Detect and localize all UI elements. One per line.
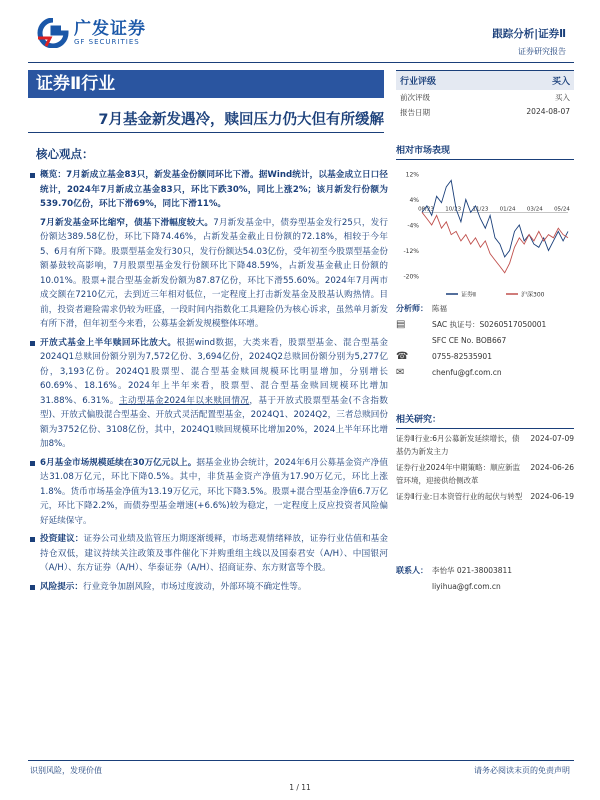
x-tick-label: 03/24 — [526, 206, 543, 213]
market-size-paragraph — [40, 456, 388, 529]
footer-disclaimer: 请务必阅读末页的免责声明 — [474, 766, 570, 775]
legend-label: 沪深300 — [521, 291, 545, 299]
redemption-paragraph — [40, 336, 388, 452]
analyst-info — [396, 300, 574, 380]
y-tick-label: 4% — [409, 197, 419, 204]
investment-advice-paragraph — [40, 532, 388, 576]
id-card-icon: ▤ — [396, 318, 406, 330]
report-type: 跟踪分析|证券Ⅱ — [492, 28, 566, 40]
report-date-value: 2024-08-07 — [526, 107, 570, 116]
y-tick-label: -20% — [403, 273, 419, 281]
overview-paragraph — [40, 168, 388, 212]
page-title: 7月基金新发遇冷，赎回压力仍大但有所缓解 — [98, 112, 384, 128]
core-views-heading: 核心观点： — [36, 147, 94, 161]
redemption-text-b: ，基于开放式股票型基金(不含指数型)、开放式偏股混合型基金、开放式灵活配置型基金，2024Q1、2024Q2，三者总赎回份额为3752亿份、3108亿份，其中，2024Q1赎回规模环比增加20%，2024上半年环比增加8%。 — [40, 395, 388, 449]
overview-text: 概览：7月新成立基金83只，新发基金份额同环比下滑。据Wind统计，以基金成立日口径统计，2024年7月新成立基金83只，环比下跌30%，同比上涨2%；该月新发行份额为539.70亿份，环比下滑69%，同比下滑11%。 — [40, 170, 388, 209]
report-date-label: 报告日期 — [400, 108, 430, 117]
redemption-lead: 开放式基金上半年赎回环比放大。 — [40, 337, 177, 348]
related-item-title[interactable]: 证券行业2024年中期策略：顺应新监管环境，迎接供给侧改革 — [396, 463, 521, 485]
report-header — [0, 0, 600, 62]
redemption-underline: 主动型基金2024年以来赎回情况 — [118, 395, 250, 406]
analyst-sfc: SFC CE No. BOB667 — [432, 335, 507, 345]
risk-text: 行业竞争加剧风险，市场过度波动，外部环境不确定性等。 — [82, 581, 307, 592]
rating-header — [396, 70, 574, 90]
rating-box — [396, 70, 574, 120]
industry-title-bar: 证券Ⅱ行业 — [28, 70, 384, 98]
contact-info — [396, 562, 574, 594]
legend-label: 证券Ⅱ — [461, 291, 476, 299]
risk-lead: 风险提示： — [40, 581, 83, 592]
rating-head-label: 行业评级 — [400, 77, 437, 87]
email-icon: ✉ — [396, 366, 405, 378]
logo-cn-text: 广发证券 — [74, 18, 146, 39]
new-fund-paragraph — [40, 216, 388, 332]
related-item-date: 2024-06-26 — [530, 463, 574, 472]
x-tick-label: 11/23 — [472, 206, 489, 213]
phone-icon: ☎ — [396, 350, 409, 362]
related-item[interactable] — [396, 461, 574, 487]
investment-advice-lead: 投资建议： — [40, 534, 84, 544]
investment-advice-text: 证券公司业绩及监管压力期逐渐缓释，市场悲观情绪释放，证券行业估值和基金持仓双低，建议持续关注政策及事件催化下并购重组主线以及国泰君安（A/H）、中国银河（A/H）、东方证券（A/H）、华泰证券（A/H）、招商证券、东方财富等个股。 — [40, 534, 388, 573]
header-divider — [28, 62, 574, 63]
prev-rating-value: 买入 — [555, 93, 570, 102]
title-divider — [28, 132, 384, 133]
risk-paragraph — [40, 580, 388, 595]
logo-en-text: GF SECURITIES — [74, 37, 140, 46]
related-research — [396, 412, 574, 503]
contact-label: 联系人： — [396, 565, 428, 575]
analyst-sac: SAC 执证号：S0260517050001 — [432, 319, 547, 329]
relative-performance-section — [396, 143, 574, 304]
analyst-phone: 0755-82535901 — [432, 351, 492, 361]
core-views-body — [40, 168, 388, 598]
x-tick-label: 05/24 — [554, 206, 570, 213]
y-tick-label: 12% — [405, 171, 419, 179]
new-fund-text: 7月新发基金中，债券型基金发行25只，发行份额达389.58亿份，环比下降74.46%，占新发基金截止日份额的72.18%，相较于今年5、6月有所下降。股票型基金发行30只，发行份额达54.03亿份，受年初至今股票型基金份额暴鼓较高影响，7月股票型基金发行份额环比下降48.59%，占新发基金截止日份额的10.01%。股票+混合型基金新发份额为87.87亿份，环比下滑55.60%。2024年7月两市成交额在7210亿元，去到近三年相对低位，一定程度上打击新发基金及股基认购热情。目前，投资者避险需求仍较为旺盛，一段时间内指数化工具避险仍为核心诉求，虽然单月新发有所下滑，但年初至今来看，公募基金新发规模整体环增。 — [40, 217, 389, 329]
chart-section-title: 相对市场表现 — [396, 143, 574, 160]
x-tick-label: 08/23 — [418, 206, 434, 213]
related-item[interactable] — [396, 432, 574, 458]
series-line-0 — [422, 180, 568, 257]
related-item-title[interactable]: 证券Ⅱ行业:6月公募新发延续增长，债基仍为新发主力 — [396, 434, 520, 456]
series-line-1 — [422, 212, 568, 272]
prev-rating-row — [396, 90, 574, 105]
gf-logo-mark-icon — [36, 18, 70, 48]
prev-rating-label: 前次评级 — [400, 93, 430, 102]
analyst-name: 陈福 — [432, 303, 447, 313]
contact-email[interactable]: liyihua@gf.com.cn — [432, 581, 501, 591]
analyst-email[interactable]: chenfu@gf.com.cn — [432, 367, 502, 377]
contact-name-phone: 李怡华 021-38003811 — [432, 565, 513, 575]
footer-slogan: 识别风险，发现价值 — [30, 766, 102, 775]
related-item-date: 2024-07-09 — [530, 434, 574, 443]
y-tick-label: -4% — [407, 222, 419, 230]
rating-head-value: 买入 — [551, 77, 570, 87]
x-tick-label: 01/24 — [499, 206, 516, 213]
new-fund-lead: 7月新发基金环比缩窄，债基下滑幅度较大。 — [40, 217, 214, 228]
x-tick-label: 10/23 — [445, 206, 462, 213]
related-title: 相关研究： — [396, 412, 574, 429]
company-logo — [36, 18, 146, 48]
related-item-title[interactable]: 证券Ⅱ行业:日本资管行业的起伏与转型 — [396, 492, 523, 501]
report-subtype: 证券研究报告 — [518, 47, 566, 56]
redemption-text-a: 根据wind数据，大类来看，股票型基金、混合型基金2024Q1总赎回份额分别为7,572亿份、3,694亿份，2024Q2总赎回份额分别为5,277亿份，3,193亿份。2024Q1股票型、混合型基金赎回规模环比明显增加，分别增长60.69%、18.16%。2024年上半年来看，股票型、混合型基金赎回规模环比增加31.88%、6.31%。 — [40, 337, 388, 406]
related-item-date: 2024-06-19 — [530, 492, 574, 501]
analyst-label: 分析师： — [396, 303, 428, 313]
market-size-text: 据基金业协会统计，2024年6月公募基金资产净值达31.08万亿元，环比下降0.5%。其中，非货基金资产净值为17.90万亿元，环比上涨1.8%。货币市场基金净值为13.19万亿元，环比下降3.5%。股票+混合型基金净值6.7万亿元，环比下降2.2%，而债券型基金增速(+6.6%)较为稳定，一定程度上反应投资者风险偏好延续保守。 — [40, 457, 388, 526]
footer-divider — [28, 760, 574, 761]
page-number: 1 / 11 — [289, 783, 311, 792]
y-tick-label: -12% — [403, 248, 419, 255]
relative-performance-chart — [396, 164, 574, 304]
report-date-row — [396, 105, 574, 120]
related-item[interactable] — [396, 490, 574, 503]
market-size-lead: 6月基金市场规模延续在30万亿元以上。 — [40, 457, 197, 468]
